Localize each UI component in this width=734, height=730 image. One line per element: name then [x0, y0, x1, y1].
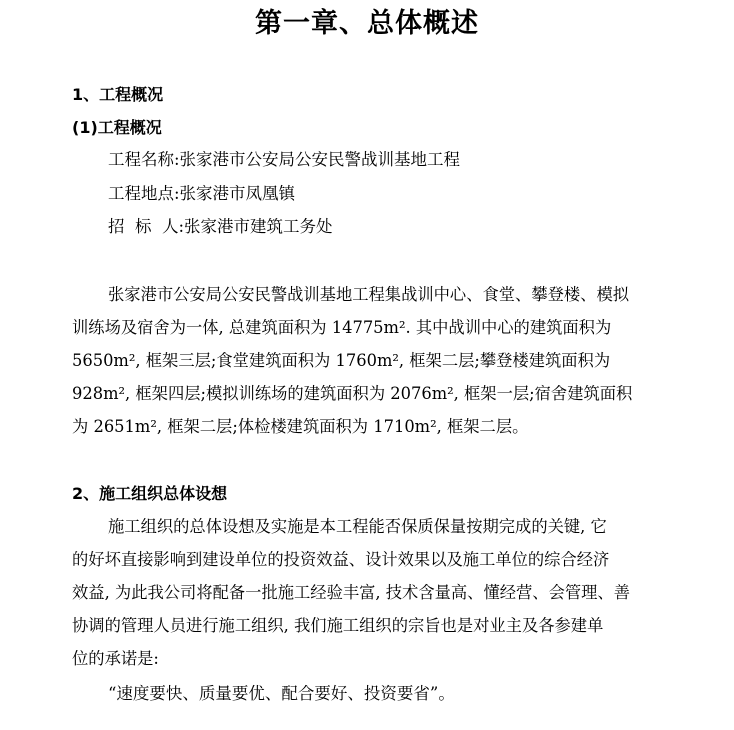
paragraph-line: 施工组织的总体设想及实施是本工程能否保质保量按期完成的关键, 它 — [108, 517, 607, 536]
project-location-line: 工程地点:张家港市凤凰镇 — [108, 184, 296, 203]
paragraph-line: 位的承诺是: — [72, 649, 159, 668]
motto-line: “速度要快、质量要优、配合要好、投资要省”。 — [108, 684, 455, 703]
construction-plan-paragraph — [72, 510, 692, 675]
paragraph-line: 为 2651m², 框架二层;体检楼建筑面积为 1710m², 框架二层。 — [72, 417, 529, 436]
paragraph-line: 的好坏直接影响到建设单位的投资效益、设计效果以及施工单位的综合经济 — [72, 550, 610, 569]
section1-sub-heading: (1)工程概况 — [72, 118, 162, 137]
section2-heading: 2、施工组织总体设想 — [72, 484, 228, 503]
paragraph-line: 928m², 框架四层;模拟训练场的建筑面积为 2076m², 框架一层;宿舍建筑面积 — [72, 384, 633, 403]
tenderer-line: 招 标 人:张家港市建筑工务处 — [108, 217, 333, 236]
paragraph-line: 张家港市公安局公安民警战训基地工程集战训中心、食堂、攀登楼、模拟 — [108, 285, 630, 304]
paragraph-line: 协调的管理人员进行施工组织, 我们施工组织的宗旨也是对业主及各参建单 — [72, 616, 604, 635]
paragraph-line: 效益, 为此我公司将配备一批施工经验丰富, 技术含量高、懂经营、会管理、善 — [72, 583, 630, 602]
project-description-paragraph — [72, 278, 692, 443]
chapter-title: 第一章、总体概述 — [255, 8, 479, 39]
section1-heading: 1、工程概况 — [72, 85, 164, 104]
paragraph-line: 训练场及宿舍为一体, 总建筑面积为 14775m². 其中战训中心的建筑面积为 — [72, 318, 612, 337]
paragraph-line: 5650m², 框架三层;食堂建筑面积为 1760m², 框架二层;攀登楼建筑面积为 — [72, 351, 611, 370]
project-name-line: 工程名称:张家港市公安局公安民警战训基地工程 — [108, 150, 461, 169]
